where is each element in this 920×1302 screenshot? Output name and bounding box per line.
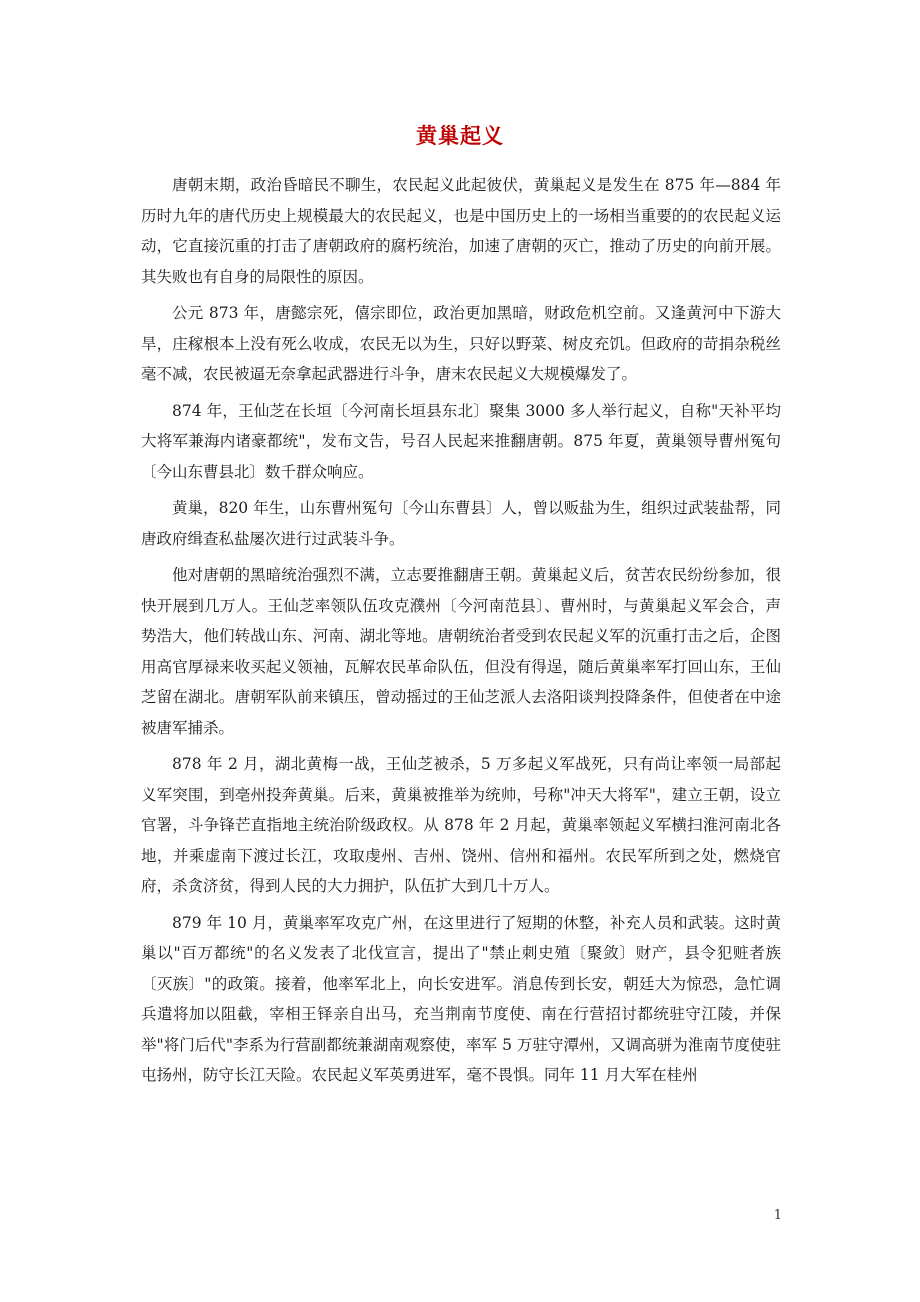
page-number: 1 (773, 1208, 782, 1223)
paragraph: 874 年，王仙芝在长垣〔今河南长垣县东北〕聚集 3000 多人举行起义，自称"天补平均大将军兼海内诸豪都统"，发布文告，号召人民起来推翻唐朝。875 年夏，黄巢领导曹州冤句〔今山东曹县北〕数千群众响应。 (141, 401, 781, 481)
paragraph: 公元 873 年，唐懿宗死，僖宗即位，政治更加黑暗，财政危机空前。又逢黄河中下游大旱，庄稼根本上没有死么收成，农民无以为生，只好以野菜、树皮充饥。但政府的苛捐杂税丝毫不减，农民被逼无奈拿起武器进行斗争，唐末农民起义大规模爆发了。 (141, 304, 781, 383)
paragraph: 878 年 2 月，湖北黄梅一战，王仙芝被杀，5 万多起义军战死，只有尚让率领一局部起义军突围，到亳州投奔黄巢。后来，黄巢被推举为统帅，号称"冲天大将军"，建立王朝，设立官署，斗争锋芒直指地主统治阶级政权。从 878 年 2 月起，黄巢率领起义军横扫淮河南北各地，并乘虚南下渡过长江，攻取虔州、吉州、饶州、信州和福州。农民军所到之处，燃烧官府，杀贪济贫，得到人民的大力拥护，队伍扩大到几十万人。 (141, 755, 781, 895)
paragraph: 黄巢，820 年生，山东曹州冤句〔今山东曹县〕人，曾以贩盐为生，组织过武装盐帮，同唐政府缉查私盐屡次进行过武装斗争。 (141, 499, 781, 548)
document-body (141, 170, 781, 1097)
paragraph: 879 年 10 月，黄巢率军攻克广州，在这里进行了短期的休整，补充人员和武装。这时黄巢以"百万都统"的名义发表了北伐宣言，提出了"禁止刺史殖〔聚敛〕财产，县令犯赃者族〔灭族〕"的政策。接着，他率军北上，向长安进军。消息传到长安，朝廷大为惊恐，急忙调兵遣将加以阻截，宰相王铎亲自出马，充当荆南节度使、南在行营招讨都统驻守江陵，并保举"将门后代"李系为行营副都统兼湖南观察使，率军 5 万驻守潭州，又调高骈为淮南节度使驻屯扬州，防守长江天险。农民起义军英勇进军，毫不畏惧。同年 11 月大军在桂州 (141, 913, 781, 1084)
document-title: 黄巢起义 (416, 123, 504, 148)
paragraph: 他对唐朝的黑暗统治强烈不满，立志要推翻唐王朝。黄巢起义后，贫苦农民纷纷参加，很快开展到几万人。王仙芝率领队伍攻克濮州〔今河南范县〕、曹州时，与黄巢起义军会合，声势浩大，他们转战山东、河南、湖北等地。唐朝统治者受到农民起义军的沉重打击之后，企图用高官厚禄来收买起义领袖，瓦解农民革命队伍，但没有得逞，随后黄巢率军打回山东，王仙芝留在湖北。唐朝军队前来镇压，曾动摇过的王仙芝派人去洛阳谈判投降条件，但使者在中途被唐军捕杀。 (141, 566, 781, 737)
paragraph: 唐朝末期，政治昏暗民不聊生，农民起义此起彼伏，黄巢起义是发生在 875 年—884 年历时九年的唐代历史上规模最大的农民起义，也是中国历史上的一场相当重要的的农民起义运动，它直接沉重的打击了唐朝政府的腐朽统治，加速了唐朝的灭亡，推动了历史的向前开展。其失败也有自身的局限性的原因。 (141, 176, 781, 286)
